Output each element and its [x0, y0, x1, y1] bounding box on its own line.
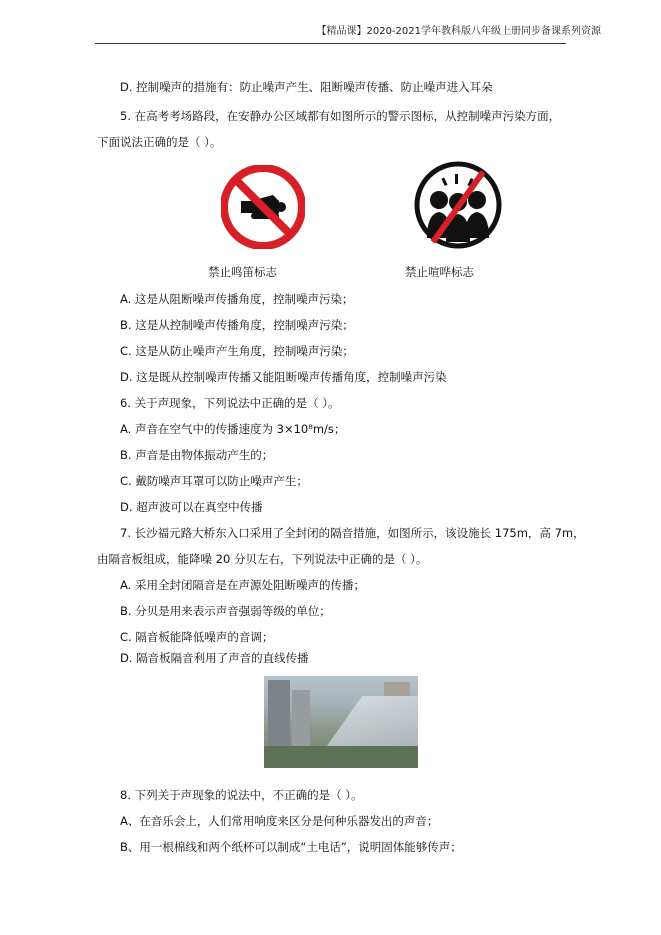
question-5-text: 5. 在高考考场路段，在安静办公区域都有如图所示的警示图标，从控制噪声污染方面， — [120, 109, 561, 123]
option-q5-c: C. 这是从防止噪声产生角度，控制噪声污染； — [120, 344, 354, 358]
header-divider — [95, 43, 566, 44]
sound-barrier-photo — [264, 676, 418, 768]
option-q5-b: B. 这是从控制噪声传播角度，控制噪声污染； — [120, 318, 354, 332]
option-q7-c: C. 隔音板能降低噪声的音调； — [120, 630, 274, 644]
option-q8-a: A、在音乐会上，人们常用响度来区分是何种乐器发出的声音； — [120, 814, 439, 828]
no-horn-sign-icon — [221, 165, 305, 249]
option-q6-c: C. 戴防噪声耳罩可以防止噪声产生； — [120, 474, 308, 488]
question-7-text: 7. 长沙福元路大桥东入口采用了全封闭的隔音措施，如图所示，该设施长 175m，高 7m， — [120, 526, 585, 540]
option-q6-a: A. 声音在空气中的传播速度为 3×10⁸m/s； — [120, 422, 346, 436]
question-8-text: 8. 下列关于声现象的说法中，不正确的是（ ）。 — [120, 788, 363, 802]
question-5-text-cont: 下面说法正确的是（ ）。 — [97, 135, 222, 149]
option-q4-d: D. 控制噪声的措施有：防止噪声产生、阻断噪声传播、防止噪声进入耳朵 — [120, 80, 493, 94]
option-q8-b: B、用一根棉线和两个纸杯可以制成“土电话”，说明固体能够传声； — [120, 840, 462, 854]
question-7-text-cont: 由隔音板组成，能降噪 20 分贝左右，下列说法中正确的是（ ）。 — [97, 552, 428, 566]
option-q5-a: A. 这是从阻断噪声传播角度，控制噪声污染； — [120, 292, 354, 306]
question-6-text: 6. 关于声现象，下列说法中正确的是（ ）。 — [120, 396, 340, 410]
option-q7-a: A. 采用全封闭隔音是在声源处阻断噪声的传播； — [120, 578, 365, 592]
option-q6-b: B. 声音是由物体振动产生的； — [120, 448, 274, 462]
option-q5-d: D. 这是既从控制噪声传播又能阻断噪声传播角度，控制噪声污染 — [120, 370, 447, 384]
option-q6-d: D. 超声波可以在真空中传播 — [120, 500, 263, 514]
option-q7-b: B. 分贝是用来表示声音强弱等级的单位； — [120, 604, 331, 618]
no-noise-sign-icon — [413, 160, 503, 250]
caption-no-noise: 禁止喧哗标志 — [405, 265, 474, 279]
page-header: 【精品课】2020-2021学年教科版八年级上册同步备课系列资源 — [316, 26, 601, 37]
caption-no-horn: 禁止鸣笛标志 — [208, 265, 277, 279]
option-q7-d: D. 隔音板隔音利用了声音的直线传播 — [120, 651, 309, 665]
